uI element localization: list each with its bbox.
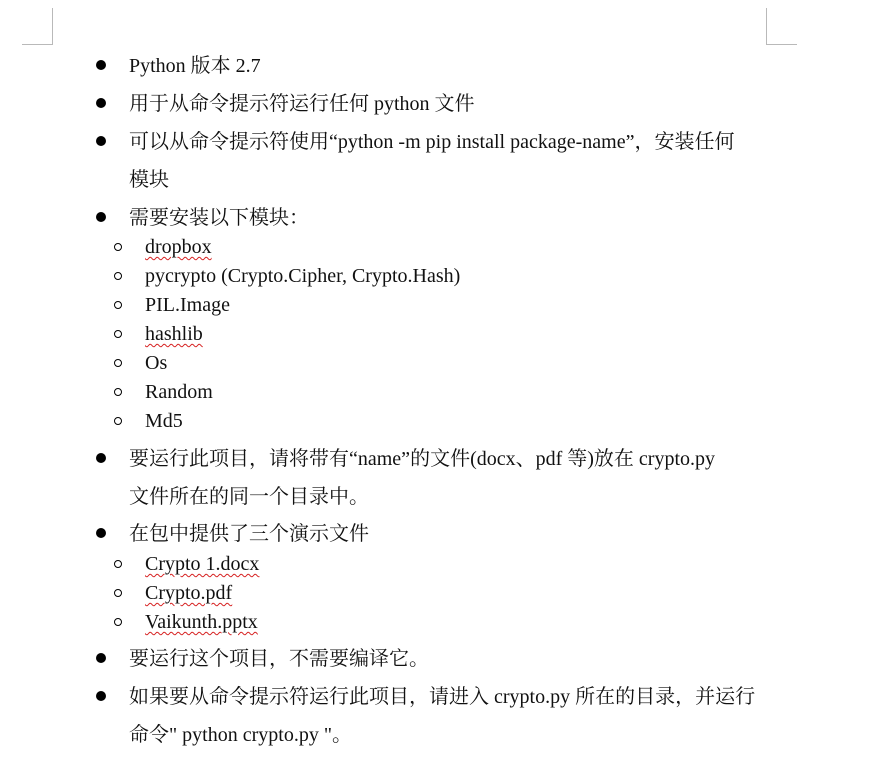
bullet-icon	[96, 98, 106, 108]
module-item: Md5	[145, 410, 183, 432]
list-item-no-compile: 要运行这个项目，不需要编译它。	[129, 648, 429, 670]
bullet-icon	[96, 60, 106, 70]
list-item-demo-files-heading: 在包中提供了三个演示文件	[129, 523, 369, 545]
list-item-place-files-cont: 文件所在的同一个目录中。	[129, 486, 369, 508]
list-item-modules-heading: 需要安装以下模块：	[129, 207, 309, 229]
circle-bullet-icon	[114, 589, 122, 597]
module-item: Random	[145, 381, 213, 403]
bullet-icon	[96, 528, 106, 538]
module-item: hashlib	[145, 323, 203, 345]
list-item-run-command: 如果要从命令提示符运行此项目，请进入 crypto.py 所在的目录，并运行	[129, 686, 756, 708]
circle-bullet-icon	[114, 560, 122, 568]
demo-file-item: Crypto.pdf	[145, 582, 233, 604]
module-item: dropbox	[145, 236, 212, 258]
circle-bullet-icon	[114, 330, 122, 338]
bullet-icon	[96, 653, 106, 663]
bullet-icon	[96, 453, 106, 463]
bullet-icon	[96, 212, 106, 222]
demo-file-item: Crypto 1.docx	[145, 553, 260, 575]
bullet-icon	[96, 136, 106, 146]
module-item: PIL.Image	[145, 294, 230, 316]
list-item-run-python: 用于从命令提示符运行任何 python 文件	[129, 93, 475, 115]
circle-bullet-icon	[114, 272, 122, 280]
bullet-icon	[96, 691, 106, 701]
circle-bullet-icon	[114, 243, 122, 251]
module-item: pycrypto (Crypto.Cipher, Crypto.Hash)	[145, 265, 461, 287]
list-item-pip-install: 可以从命令提示符使用“python -m pip install package-name”，安装任何	[129, 131, 735, 153]
list-item-run-command-cont: 命令" python crypto.py "。	[129, 724, 352, 746]
circle-bullet-icon	[114, 417, 122, 425]
demo-file-item: Vaikunth.pptx	[145, 611, 258, 633]
circle-bullet-icon	[114, 388, 122, 396]
circle-bullet-icon	[114, 301, 122, 309]
circle-bullet-icon	[114, 359, 122, 367]
list-item-python-version: Python 版本 2.7	[129, 55, 261, 77]
list-item-place-files: 要运行此项目，请将带有“name”的文件(docx、pdf 等)放在 crypto.py	[129, 448, 716, 470]
module-item: Os	[145, 352, 168, 374]
circle-bullet-icon	[114, 618, 122, 626]
list-item-pip-install-cont: 模块	[129, 169, 169, 191]
